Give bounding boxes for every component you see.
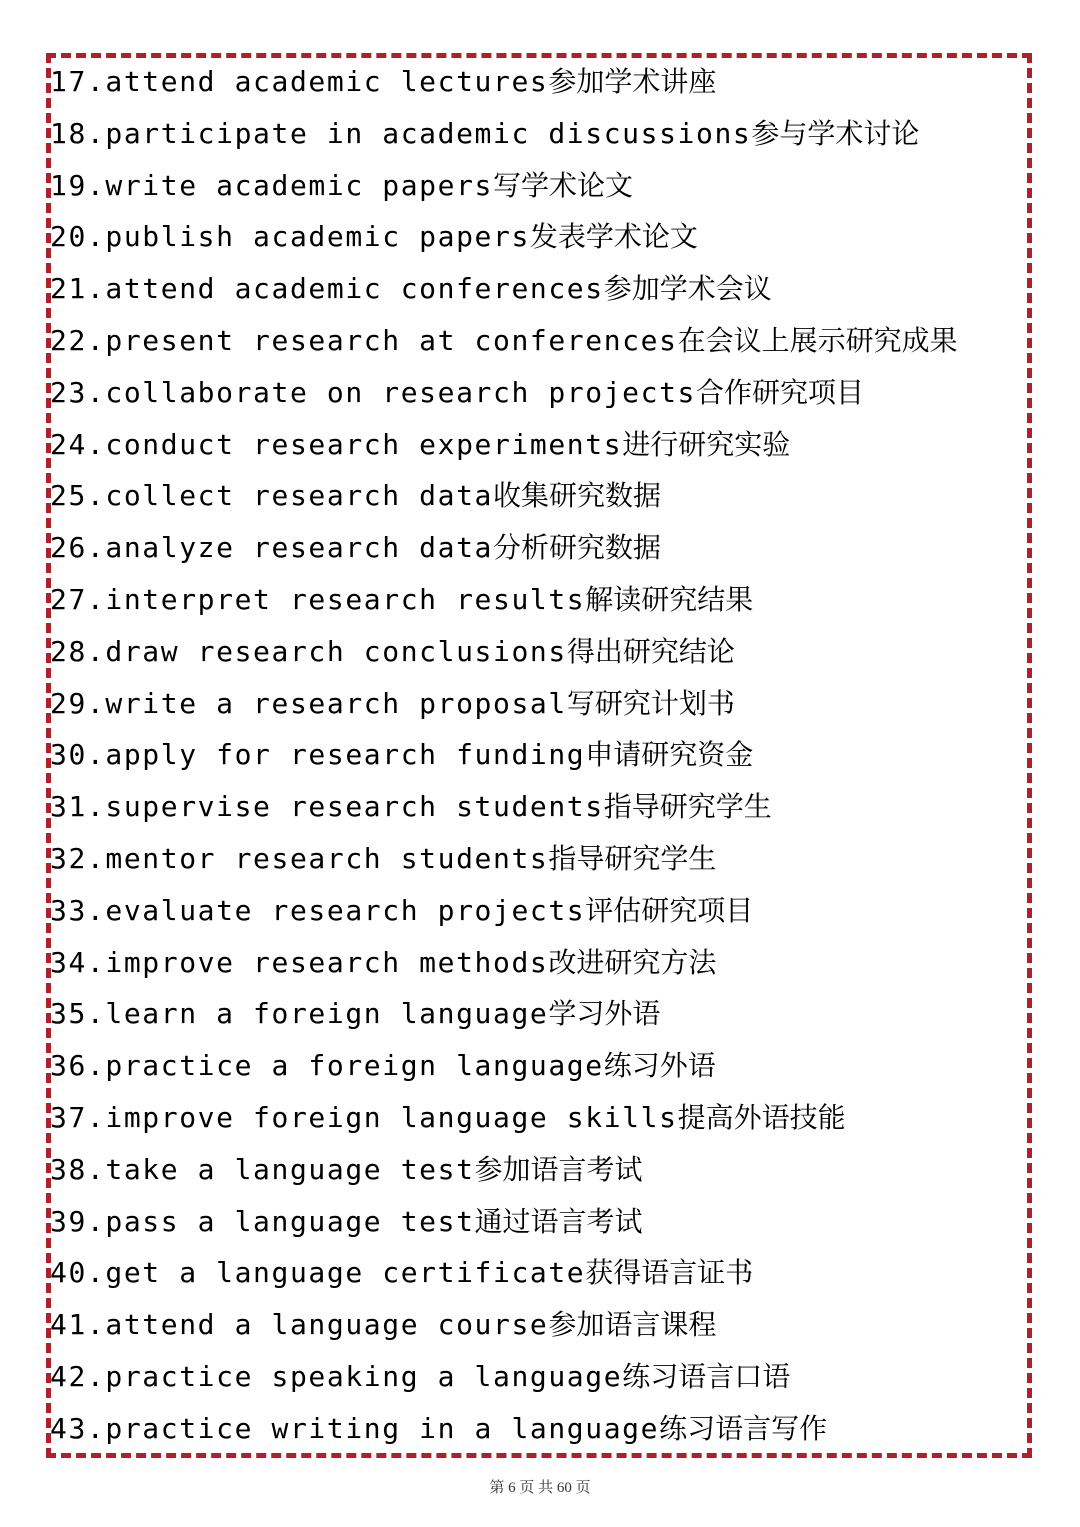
english-phrase: collect research data [105,479,493,513]
list-item [50,1351,1028,1403]
english-phrase: evaluate research projects [105,893,586,927]
item-number: 40. [50,1256,106,1290]
list-item [50,1247,1028,1299]
chinese-translation: 参加学术会议 [603,272,772,306]
english-phrase: participate in academic discussions [105,116,752,150]
english-phrase: practice speaking a language [105,1359,623,1393]
list-item [50,470,1028,522]
page-number-footer: 第 6 页 共 60 页 [489,1480,591,1496]
english-phrase: conduct research experiments [105,427,623,461]
english-phrase: mentor research students [105,841,549,875]
item-number: 19. [50,168,106,202]
english-phrase: publish academic papers [105,220,530,254]
item-number: 17. [50,65,106,98]
chinese-translation: 合作研究项目 [696,375,865,409]
item-number: 21. [50,272,106,306]
chinese-translation: 进行研究实验 [622,427,791,461]
english-phrase: present research at conferences [105,323,678,357]
list-item [50,1040,1028,1092]
chinese-translation: 在会议上展示研究成果 [677,323,958,357]
item-number: 29. [50,686,106,720]
chinese-translation: 学习外语 [548,997,661,1031]
item-number: 42. [50,1359,106,1393]
list-item [50,315,1028,367]
english-phrase: pass a language test [105,1204,475,1238]
item-number: 30. [50,738,106,772]
item-number: 27. [50,582,106,616]
chinese-translation: 参加学术讲座 [548,65,717,98]
english-phrase: take a language test [105,1152,475,1186]
english-phrase: learn a foreign language [105,997,549,1031]
chinese-translation: 发表学术论文 [529,220,698,254]
list-item [50,988,1028,1040]
english-phrase: practice a foreign language [105,1049,604,1083]
list-item [50,678,1028,730]
item-number: 37. [50,1100,106,1134]
item-number: 43. [50,1411,106,1445]
list-item [50,574,1028,626]
english-phrase: draw research conclusions [105,634,567,668]
list-item [50,1092,1028,1144]
item-number: 26. [50,531,106,565]
chinese-translation: 改进研究方法 [548,945,717,979]
list-item [50,108,1028,160]
english-phrase: supervise research students [105,790,604,824]
item-number: 24. [50,427,106,461]
list-item [50,419,1028,471]
list-item [50,263,1028,315]
chinese-translation: 收集研究数据 [492,479,661,513]
chinese-translation: 练习语言写作 [659,1411,828,1445]
list-item [50,211,1028,263]
english-phrase: write a research proposal [105,686,567,720]
item-number: 20. [50,220,106,254]
list-item [50,1196,1028,1248]
chinese-translation: 写研究计划书 [566,686,735,720]
item-number: 33. [50,893,106,927]
english-phrase: attend a language course [105,1308,549,1342]
chinese-translation: 申请研究资金 [585,738,754,772]
chinese-translation: 写学术论文 [492,168,633,202]
item-number: 34. [50,945,106,979]
vocabulary-list [50,56,1028,1455]
chinese-translation: 参加语言课程 [548,1308,717,1342]
item-number: 22. [50,323,106,357]
chinese-translation: 参与学术讨论 [751,116,920,150]
chinese-translation: 解读研究结果 [585,582,754,616]
list-item [50,781,1028,833]
list-item [50,1299,1028,1351]
item-number: 38. [50,1152,106,1186]
chinese-translation: 指导研究学生 [603,790,772,824]
list-item [50,833,1028,885]
item-number: 18. [50,116,106,150]
chinese-translation: 练习语言口语 [622,1359,791,1393]
english-phrase: improve foreign language skills [105,1100,678,1134]
english-phrase: apply for research funding [105,738,586,772]
list-item [50,626,1028,678]
item-number: 31. [50,790,106,824]
item-number: 35. [50,997,106,1031]
chinese-translation: 通过语言考试 [474,1204,643,1238]
list-item [50,1144,1028,1196]
chinese-translation: 评估研究项目 [585,893,754,927]
item-number: 36. [50,1049,106,1083]
list-item [50,367,1028,419]
chinese-translation: 分析研究数据 [492,531,661,565]
chinese-translation: 获得语言证书 [585,1256,754,1290]
chinese-translation: 得出研究结论 [566,634,735,668]
item-number: 25. [50,479,106,513]
english-phrase: attend academic conferences [105,272,604,306]
chinese-translation: 参加语言考试 [474,1152,643,1186]
item-number: 41. [50,1308,106,1342]
english-phrase: interpret research results [105,582,586,616]
english-phrase: improve research methods [105,945,549,979]
list-item [50,885,1028,937]
english-phrase: analyze research data [105,531,493,565]
english-phrase: get a language certificate [105,1256,586,1290]
item-number: 28. [50,634,106,668]
english-phrase: write academic papers [105,168,493,202]
item-number: 39. [50,1204,106,1238]
list-item [50,522,1028,574]
list-item [50,160,1028,212]
list-item [50,937,1028,989]
english-phrase: collaborate on research projects [105,375,697,409]
chinese-translation: 练习外语 [603,1049,716,1083]
list-item [50,729,1028,781]
item-number: 32. [50,841,106,875]
item-number: 23. [50,375,106,409]
list-item [50,56,1028,108]
chinese-translation: 提高外语技能 [677,1100,846,1134]
english-phrase: practice writing in a language [105,1411,660,1445]
list-item [50,1403,1028,1455]
chinese-translation: 指导研究学生 [548,841,717,875]
english-phrase: attend academic lectures [105,65,549,98]
